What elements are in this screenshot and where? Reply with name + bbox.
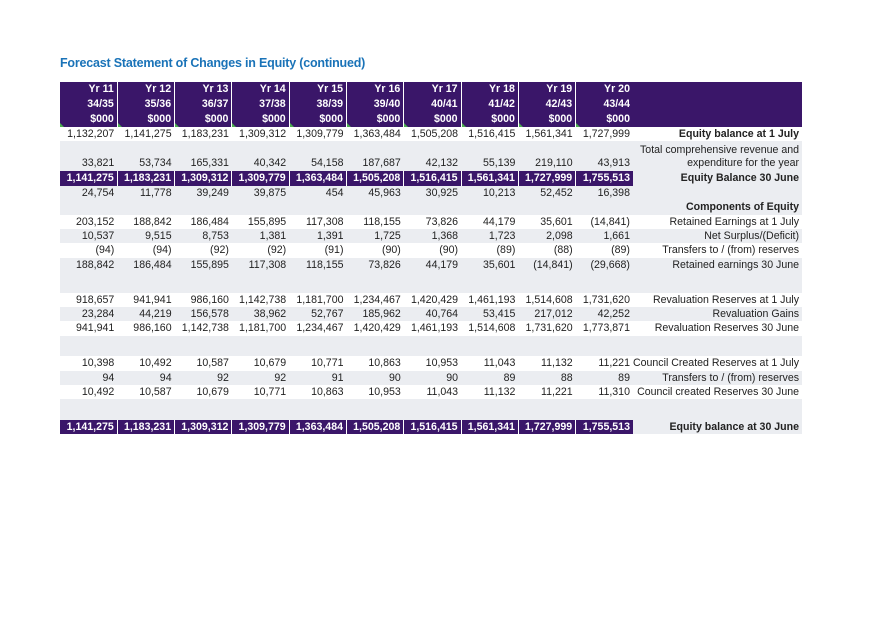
value-cell: 33,821 — [60, 141, 117, 171]
value-cell: 91 — [289, 371, 346, 385]
spacer-row — [60, 399, 802, 413]
value-cell: 1,561,341 — [461, 171, 518, 185]
table-row-reval-gains — [60, 307, 802, 321]
table-row-council-close — [60, 385, 802, 399]
value-cell: 90 — [346, 371, 403, 385]
value-cell: 1,561,341 — [461, 420, 518, 434]
spacer-cell — [60, 399, 802, 413]
header-cell: $000 — [461, 112, 518, 127]
value-cell: 986,160 — [190, 293, 229, 306]
header-cell: Yr 20 — [576, 82, 633, 97]
header-label-cell — [633, 82, 802, 97]
page-title: Forecast Statement of Changes in Equity (continued) — [60, 56, 366, 70]
value-cell: 53,415 — [461, 307, 518, 321]
spacer-cell — [60, 278, 802, 292]
table-row-reval-close — [60, 321, 802, 335]
value-cell: 1,731,620 — [525, 322, 573, 335]
value-cell: 217,012 — [518, 307, 575, 321]
value-cell: 10,398 — [81, 357, 115, 370]
value-cell: 11,043 — [483, 357, 516, 370]
value-cell: 1,727,999 — [518, 420, 575, 434]
header-cell: $000 — [346, 112, 403, 127]
table-row-equity-final — [60, 420, 802, 434]
spacer-cell — [60, 200, 633, 214]
value-cell: 8,753 — [175, 229, 232, 243]
header-cell: 37/38 — [232, 97, 289, 112]
value-cell: 118,155 — [289, 258, 346, 272]
row-label: Council Created Reserves at 1 July — [633, 356, 802, 370]
value-cell: 1,234,467 — [296, 322, 344, 335]
header-cell: Yr 11 — [60, 82, 117, 97]
value-cell: 117,308 — [305, 215, 344, 228]
value-cell: 73,826 — [346, 258, 403, 272]
value-cell: (92) — [210, 244, 229, 257]
value-cell: 11,043 — [426, 386, 459, 399]
value-cell: 89 — [461, 371, 518, 385]
row-label — [633, 186, 802, 200]
value-cell: 44,179 — [404, 258, 461, 272]
header-cell: 36/37 — [175, 97, 232, 112]
value-cell: 1,183,231 — [181, 128, 229, 140]
value-cell: 10,679 — [253, 357, 287, 370]
value-cell: 11,221 — [598, 357, 630, 370]
value-cell: 1,363,484 — [289, 420, 346, 434]
value-cell: 1,142,738 — [181, 322, 229, 335]
value-cell: 89 — [576, 371, 633, 385]
value-cell: 187,687 — [346, 141, 403, 171]
header-cell: $000 — [404, 112, 461, 127]
header-cell: 41/42 — [461, 97, 518, 112]
value-cell: 1,141,275 — [124, 128, 172, 140]
value-cell: 454 — [289, 186, 346, 200]
value-cell: 94 — [60, 371, 117, 385]
value-cell: 1,461,193 — [410, 322, 459, 335]
header-cell: Yr 15 — [289, 82, 346, 97]
value-cell: 1,391 — [289, 229, 346, 243]
header-cell: $000 — [576, 112, 633, 127]
value-cell: (94) — [95, 244, 115, 257]
table-row-comprehensive — [60, 141, 802, 171]
value-cell: 1,183,231 — [117, 420, 174, 434]
row-label: Transfers to / (from) reserves — [633, 371, 802, 385]
components-heading-row — [60, 200, 802, 214]
value-cell: 1,234,467 — [353, 293, 401, 306]
value-cell: 1,514,608 — [525, 293, 573, 306]
value-cell: 1,516,415 — [404, 420, 461, 434]
equity-table — [60, 82, 802, 434]
value-cell: 155,895 — [247, 215, 287, 228]
value-cell: 1,461,193 — [468, 293, 516, 306]
value-cell: 39,875 — [232, 186, 289, 200]
value-cell: 38,962 — [232, 307, 289, 321]
header-cell: Yr 13 — [175, 82, 232, 97]
value-cell: 188,842 — [60, 258, 117, 272]
table-row-equity-open — [60, 127, 802, 141]
table-row-retained-close — [60, 258, 802, 272]
value-cell: 1,516,415 — [468, 128, 516, 140]
header-unit-row — [60, 112, 802, 127]
value-cell: 1,132,207 — [67, 128, 115, 140]
value-cell: 52,452 — [518, 186, 575, 200]
value-cell: 23,284 — [60, 307, 117, 321]
value-cell: (90) — [381, 244, 401, 257]
row-label: Revaluation Reserves 30 June — [633, 321, 802, 335]
value-cell: 117,308 — [232, 258, 289, 272]
header-period-row — [60, 97, 802, 112]
value-cell: 1,561,341 — [525, 128, 573, 140]
value-cell: 1,773,871 — [582, 322, 630, 335]
header-cell: $000 — [289, 112, 346, 127]
value-cell: 118,155 — [363, 215, 401, 228]
table-row-equity-close — [60, 171, 802, 185]
value-cell: 941,941 — [133, 293, 172, 306]
value-cell: 10,679 — [196, 386, 229, 399]
value-cell: 10,771 — [253, 386, 287, 399]
value-cell: 11,778 — [117, 186, 174, 200]
value-cell: (14,841) — [518, 258, 575, 272]
value-cell: 10,953 — [368, 386, 401, 399]
value-cell: 94 — [117, 371, 174, 385]
value-cell: 1,309,779 — [232, 420, 289, 434]
row-label: Equity balance at 1 July — [633, 127, 802, 141]
value-cell: 44,179 — [482, 215, 516, 228]
value-cell: 40,342 — [232, 141, 289, 171]
value-cell: 1,420,429 — [410, 293, 459, 306]
value-cell: 10,587 — [196, 357, 229, 370]
value-cell: 1,368 — [404, 229, 461, 243]
value-cell: 10,863 — [368, 357, 401, 370]
table-row-retained-open — [60, 215, 802, 229]
header-cell: $000 — [117, 112, 174, 127]
value-cell: 1,755,513 — [576, 171, 633, 185]
value-cell: 941,941 — [76, 322, 115, 335]
header-cell: 40/41 — [404, 97, 461, 112]
value-cell: 1,309,312 — [239, 128, 287, 140]
value-cell: 90 — [404, 371, 461, 385]
header-cell: Yr 14 — [232, 82, 289, 97]
header-cell: $000 — [518, 112, 575, 127]
header-cell: 42/43 — [518, 97, 575, 112]
value-cell: (91) — [324, 244, 344, 257]
value-cell: 11,132 — [541, 357, 573, 370]
value-cell: 92 — [232, 371, 289, 385]
value-cell: 53,734 — [117, 141, 174, 171]
value-cell: 1,141,275 — [60, 420, 117, 434]
row-label: Retained Earnings at 1 July — [633, 215, 802, 229]
value-cell: 11,310 — [598, 386, 630, 399]
header-cell: $000 — [60, 112, 117, 127]
value-cell: 1,505,208 — [346, 420, 403, 434]
value-cell: 54,158 — [289, 141, 346, 171]
value-cell: 16,398 — [576, 186, 633, 200]
value-cell: 40,764 — [404, 307, 461, 321]
value-cell: 11,132 — [483, 386, 516, 399]
header-cell: 38/39 — [289, 97, 346, 112]
row-label: Total comprehensive revenue and expenditure for the year — [633, 141, 802, 171]
value-cell: (94) — [152, 244, 172, 257]
value-cell: 35,601 — [540, 215, 573, 228]
table-row-transfers-b — [60, 371, 802, 385]
header-cell: 43/44 — [576, 97, 633, 112]
value-cell: 30,925 — [404, 186, 461, 200]
value-cell: 1,363,484 — [353, 128, 401, 140]
value-cell: 88 — [518, 371, 575, 385]
spacer-row — [60, 278, 802, 292]
table-row-transfers-a — [60, 243, 802, 257]
value-cell: 9,515 — [117, 229, 174, 243]
value-cell: 42,252 — [576, 307, 633, 321]
value-cell: (90) — [439, 244, 459, 257]
row-label: Council created Reserves 30 June — [633, 385, 802, 399]
row-label: Equity Balance 30 June — [633, 171, 802, 185]
value-cell: 1,309,312 — [175, 171, 232, 185]
value-cell: 219,110 — [518, 141, 575, 171]
spacer-row — [60, 336, 802, 350]
value-cell: 44,219 — [117, 307, 174, 321]
row-label: Net Surplus/(Deficit) — [633, 229, 802, 243]
value-cell: 1,142,738 — [239, 293, 287, 306]
header-cell: 35/36 — [117, 97, 174, 112]
value-cell: 1,661 — [576, 229, 633, 243]
value-cell: 10,771 — [311, 357, 344, 370]
value-cell: 188,842 — [133, 215, 172, 228]
value-cell: 1,505,208 — [410, 128, 459, 140]
value-cell: 1,363,484 — [289, 171, 346, 185]
value-cell: 11,221 — [541, 386, 573, 399]
value-cell: 1,141,275 — [60, 171, 117, 185]
header-cell: $000 — [232, 112, 289, 127]
components-heading: Components of Equity — [633, 200, 802, 214]
value-cell: 39,249 — [175, 186, 232, 200]
value-cell: 156,578 — [175, 307, 232, 321]
row-label: Revaluation Reserves at 1 July — [633, 293, 802, 307]
table-row-council-open — [60, 356, 802, 370]
header-cell: Yr 16 — [346, 82, 403, 97]
spacer-cell — [60, 336, 802, 350]
value-cell: 1,727,999 — [518, 171, 575, 185]
value-cell: 52,767 — [289, 307, 346, 321]
value-cell: 918,657 — [76, 293, 115, 306]
value-cell: 155,895 — [175, 258, 232, 272]
value-cell: 45,963 — [346, 186, 403, 200]
header-cell: Yr 17 — [404, 82, 461, 97]
value-cell: 1,755,513 — [576, 420, 633, 434]
row-label: Retained earnings 30 June — [633, 258, 802, 272]
value-cell: 92 — [175, 371, 232, 385]
value-cell: (14,841) — [590, 215, 630, 228]
value-cell: 1,381 — [232, 229, 289, 243]
value-cell: 10,492 — [81, 386, 115, 399]
value-cell: 1,731,620 — [582, 293, 630, 306]
value-cell: 986,160 — [133, 322, 172, 335]
value-cell: 2,098 — [518, 229, 575, 243]
value-cell: 185,962 — [346, 307, 403, 321]
value-cell: 1,516,415 — [404, 171, 461, 185]
header-cell: Yr 19 — [518, 82, 575, 97]
value-cell: 10,492 — [139, 357, 172, 370]
value-cell: 186,484 — [190, 215, 229, 228]
header-label-cell — [633, 112, 802, 127]
header-label-cell — [633, 97, 802, 112]
table-row-reval-open — [60, 293, 802, 307]
value-cell: 10,953 — [425, 357, 459, 370]
value-cell: 73,826 — [425, 215, 459, 228]
value-cell: 42,132 — [404, 141, 461, 171]
value-cell: 1,309,779 — [232, 171, 289, 185]
row-label: Revaluation Gains — [633, 307, 802, 321]
row-label: Equity balance at 30 June — [633, 420, 802, 434]
value-cell: 1,309,779 — [296, 128, 344, 140]
header-cell: Yr 12 — [117, 82, 174, 97]
value-cell: 55,139 — [461, 141, 518, 171]
value-cell: (92) — [267, 244, 287, 257]
value-cell: 24,754 — [60, 186, 117, 200]
value-cell: (88) — [553, 244, 573, 257]
value-cell: 1,181,700 — [296, 293, 344, 306]
value-cell: 1,183,231 — [117, 171, 174, 185]
value-cell: 165,331 — [175, 141, 232, 171]
header-cell: Yr 18 — [461, 82, 518, 97]
row-label: Transfers to / (from) reserves — [633, 243, 802, 257]
value-cell: 1,181,700 — [239, 322, 287, 335]
value-cell: (89) — [611, 244, 630, 257]
value-cell: 1,725 — [346, 229, 403, 243]
value-cell: 203,152 — [76, 215, 115, 228]
value-cell: 1,727,999 — [582, 128, 630, 140]
table-row-misc — [60, 186, 802, 200]
value-cell: 10,213 — [461, 186, 518, 200]
value-cell: 35,601 — [461, 258, 518, 272]
header-cell: $000 — [175, 112, 232, 127]
value-cell: 1,505,208 — [346, 171, 403, 185]
value-cell: 1,723 — [461, 229, 518, 243]
header-year-row — [60, 82, 802, 97]
header-cell: 34/35 — [60, 97, 117, 112]
header-cell: 39/40 — [346, 97, 403, 112]
value-cell: 10,587 — [139, 386, 172, 399]
value-cell: 10,537 — [60, 229, 117, 243]
value-cell: 1,420,429 — [353, 322, 401, 335]
value-cell: 43,913 — [576, 141, 633, 171]
value-cell: 1,309,312 — [175, 420, 232, 434]
value-cell: (29,668) — [576, 258, 633, 272]
value-cell: 10,863 — [311, 386, 344, 399]
table-row-net-surplus — [60, 229, 802, 243]
value-cell: (89) — [496, 244, 516, 257]
value-cell: 186,484 — [117, 258, 174, 272]
value-cell: 1,514,608 — [468, 322, 516, 335]
